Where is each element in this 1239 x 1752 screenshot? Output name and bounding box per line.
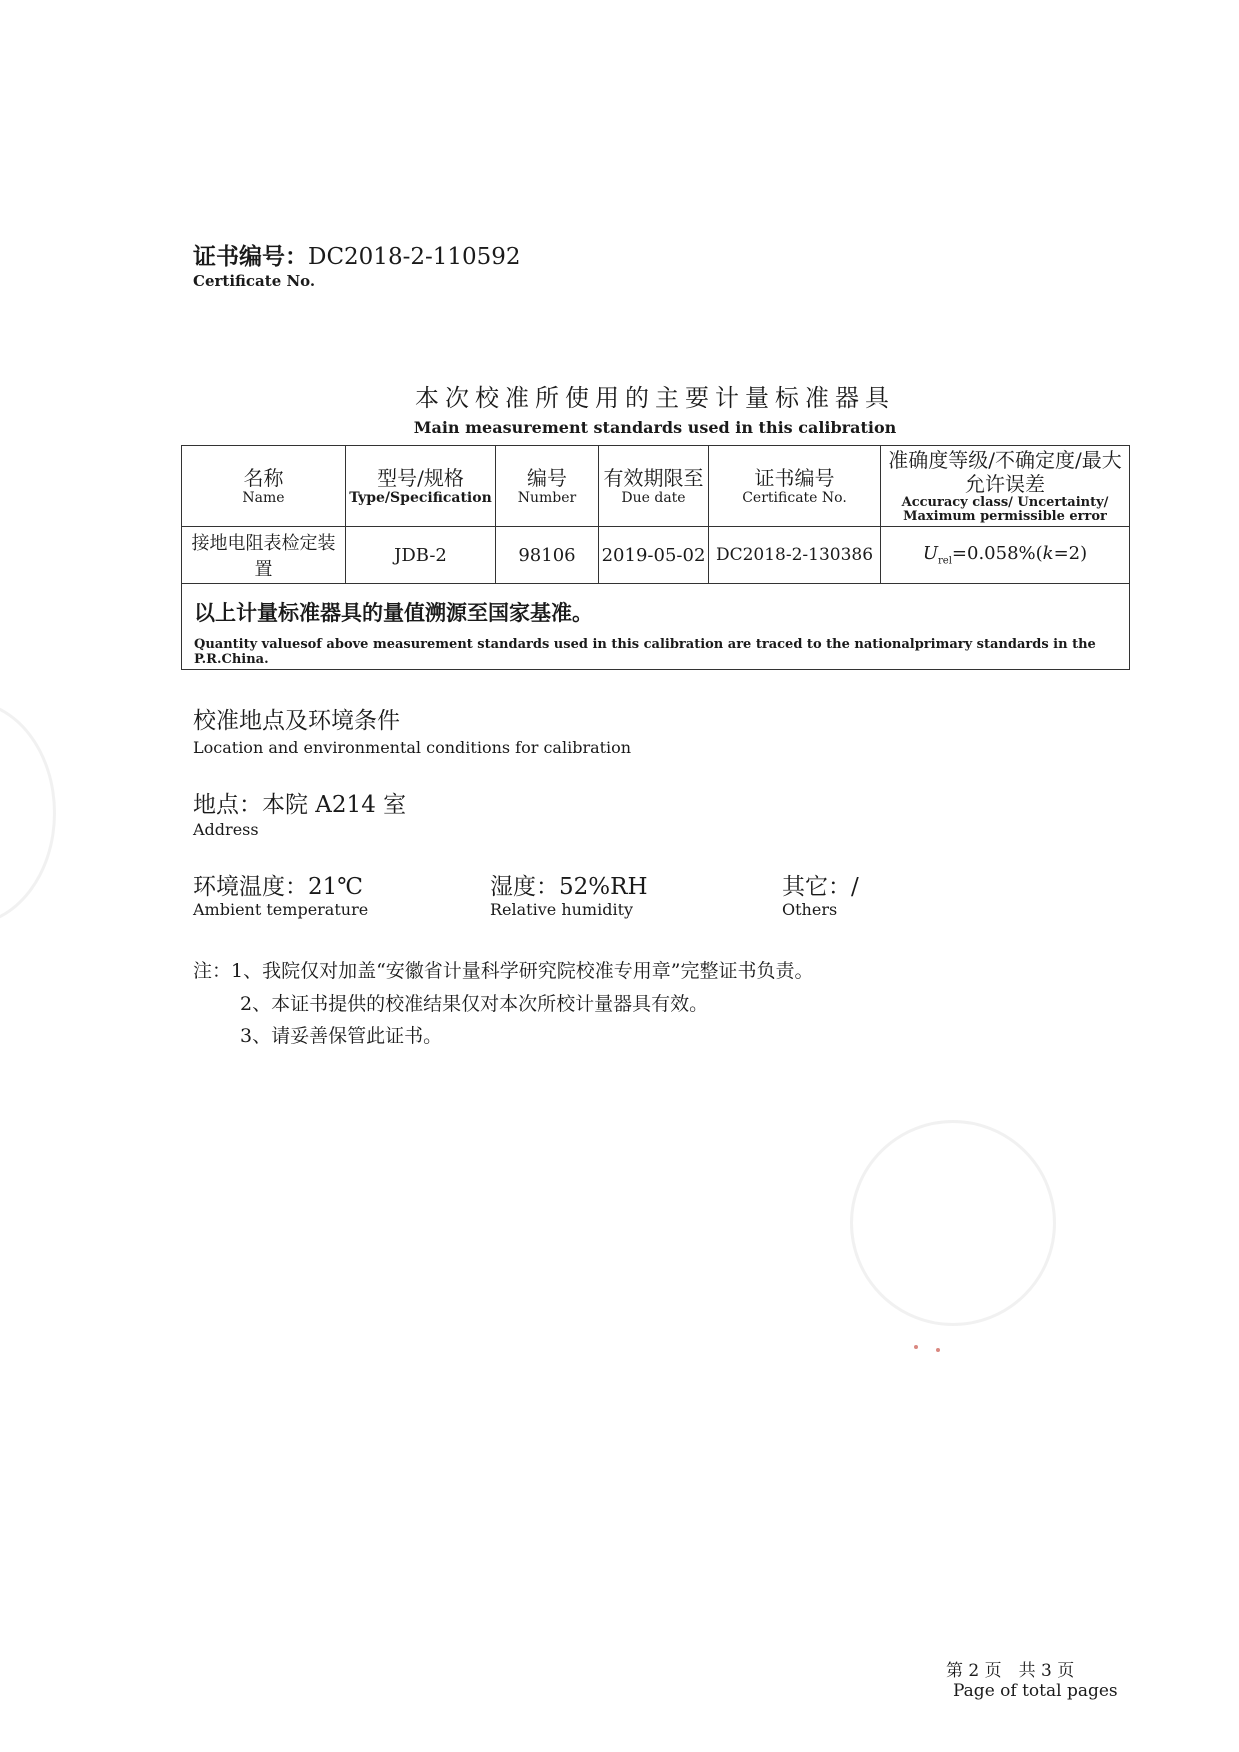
faint-stamp-mark — [0, 700, 56, 926]
location-section-title: 校准地点及环境条件 — [193, 708, 400, 734]
standards-title-en: Main measurement standards used in this calibration — [413, 418, 897, 437]
address: 地点：本院 A214 室 — [193, 792, 407, 818]
cell-name: 接地电阻表检定装置 — [182, 527, 346, 584]
traceability-statement: 以上计量标准器具的量值溯源至国家基准。 Quantity valuesof above measurement standards used in this calibration are traced to the nationalprimary standards in the P.R.China. — [182, 584, 1130, 670]
traceability-row — [182, 584, 1130, 670]
page-number-en: Page of total pages — [953, 1681, 1118, 1701]
note-item: 注：1、我院仅对加盖“安徽省计量科学研究院校准专用章”完整证书负责。 — [193, 960, 814, 982]
column-header-accuracy: 准确度等级/不确定度/最大允许误差 Accuracy class/ Uncertainty/ Maximum permissible error — [881, 446, 1130, 527]
others: 其它：/ — [782, 874, 859, 900]
others-label-en: Others — [782, 900, 838, 919]
table-row — [182, 527, 1130, 584]
certificate-number-value: DC2018-2-110592 — [308, 244, 521, 270]
location-section-title-en: Location and environmental conditions for calibration — [193, 738, 632, 757]
table-header-row — [182, 446, 1130, 527]
cell-uncertainty: $U_{rel}=0.058\%(k=2)$ — [881, 527, 1130, 584]
relative-humidity-label-en: Relative humidity — [490, 900, 634, 919]
cell-type: JDB-2 — [346, 527, 496, 584]
faint-stamp-mark — [850, 1120, 1056, 1326]
ambient-temperature: 环境温度：21℃ — [193, 874, 363, 900]
certificate-number-label-en: Certificate No. — [193, 272, 316, 290]
page-number: 第 2 页 共 3 页 — [946, 1661, 1075, 1681]
relative-humidity: 湿度：52%RH — [490, 874, 648, 900]
note-item: 2、本证书提供的校准结果仅对本次所校计量器具有效。 — [240, 993, 709, 1015]
address-label-en: Address — [193, 820, 259, 839]
column-header-number: 编号 Number — [496, 446, 599, 527]
cell-certificate-no: DC2018-2-130386 — [709, 527, 881, 584]
traceability-statement-en: Quantity valuesof above measurement standards used in this calibration are traced to the nationalprimary standards in the P.R.China. — [194, 636, 1096, 667]
ambient-temperature-label-en: Ambient temperature — [193, 900, 369, 919]
certificate-number-label: 证书编号： — [193, 243, 308, 270]
red-speck — [936, 1348, 940, 1352]
column-header-certificate-no: 证书编号 Certificate No. — [709, 446, 881, 527]
column-header-due-date: 有效期限至 Due date — [599, 446, 709, 527]
note-item: 3、请妥善保管此证书。 — [240, 1025, 443, 1047]
standards-table — [181, 445, 1130, 670]
red-speck — [914, 1345, 918, 1349]
column-header-name: 名称 Name — [182, 446, 346, 527]
standards-title: 本次校准所使用的主要计量标准器具 — [415, 384, 895, 412]
cell-due-date: 2019-05-02 — [599, 527, 709, 584]
cell-number: 98106 — [496, 527, 599, 584]
certificate-number — [193, 238, 521, 271]
column-header-type: 型号/规格 Type/Specification — [346, 446, 496, 527]
